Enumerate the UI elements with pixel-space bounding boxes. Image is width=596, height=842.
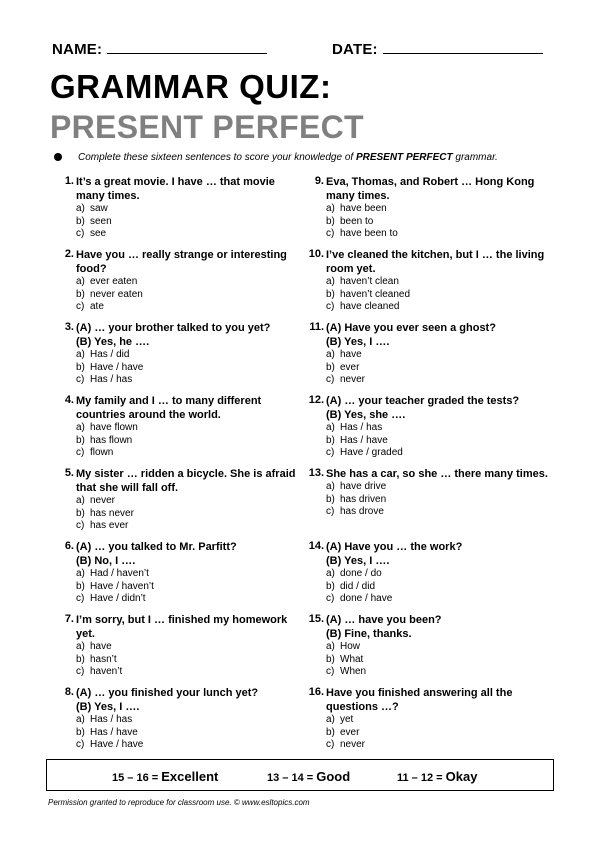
question-item [302,175,542,248]
option-letter: a) [326,422,335,433]
date-field-row [332,40,543,58]
option-letter: b) [76,361,85,373]
option-letter: a) [326,714,335,725]
option-letter: b) [326,434,335,446]
question-item [52,321,292,394]
answer-option[interactable] [76,581,298,594]
answer-option[interactable] [326,349,548,362]
option-text: have been to [340,228,398,239]
option-text: has never [90,507,134,519]
question-number: 5. [64,467,74,479]
answer-option[interactable] [76,289,298,302]
question-body [326,467,548,519]
page-subtitle: PRESENT PERFECT [50,109,364,145]
instructions-text: Complete these sixteen sentences to score your knowledge of [78,152,356,163]
answer-option[interactable] [326,506,548,519]
answer-option[interactable] [76,568,298,581]
option-text: never eaten [90,288,143,300]
option-letter: a) [76,203,85,214]
option-text: How [340,641,361,652]
question-number: 6. [64,540,74,552]
option-letter: a) [326,203,335,214]
answer-option[interactable] [76,666,298,679]
question-number: 15. [308,613,324,625]
option-letter: b) [326,288,335,300]
answer-option[interactable] [326,435,548,448]
question-item [302,394,542,467]
question-text: She has a car, so she … there many times. [326,468,548,480]
bullet-icon [54,153,62,161]
option-text: have flown [90,422,138,433]
question-text: It’s a great movie. I have … that movie many times. [76,176,275,202]
option-text: Has / have [340,434,388,446]
question-item [302,321,542,394]
answer-option[interactable] [76,216,298,229]
question-number: 2. [64,248,74,260]
option-text: When [340,666,367,677]
score-range: 11 – 12 = [397,772,443,784]
page-title: GRAMMAR QUIZ: [50,68,332,105]
option-letter: b) [326,580,335,592]
question-text: My family and I … to many different countries around the world. [76,395,262,421]
option-letter: a) [76,568,85,579]
question-number: 4. [64,394,74,406]
option-text: Have / have [90,361,144,373]
option-letter: b) [326,493,335,505]
option-letter: c) [326,228,335,239]
option-text: ate [90,301,104,312]
answer-option[interactable] [76,435,298,448]
question-text: (A) Have you ever seen a ghost? (B) Yes, I …. [326,322,496,348]
option-letter: c) [76,520,85,531]
question-number: 10. [308,248,324,260]
option-letter: b) [326,726,335,738]
question-item [302,686,542,759]
option-text: Has / did [90,349,130,360]
answer-option[interactable] [326,289,548,302]
question-body [76,175,298,241]
question-body [76,686,298,752]
question-text: My sister … ridden a bicycle. She is afraid that she will fall off. [76,468,296,494]
option-letter: b) [326,361,335,373]
option-text: Have / didn’t [90,593,146,604]
answer-option[interactable] [326,714,548,727]
question-number: 9. [314,175,324,187]
option-letter: a) [326,349,335,360]
option-text: done / do [340,568,382,579]
question-text: Have you … really strange or interesting food? [76,249,287,275]
score-good [267,769,350,784]
answer-option[interactable] [326,422,548,435]
option-text: saw [90,203,108,214]
question-body [326,613,548,679]
question-number: 8. [64,686,74,698]
option-letter: b) [326,653,335,665]
question-text: I’ve cleaned the kitchen, but I … the living room yet. [326,249,545,275]
score-label: Okay [445,769,478,784]
option-text: never [340,374,366,385]
answer-option[interactable] [326,654,548,667]
score-label: Excellent [161,769,219,784]
option-text: Have / have [90,739,144,750]
option-letter: a) [76,349,85,360]
answer-option[interactable] [76,422,298,435]
option-text: What [340,653,364,665]
question-body [326,686,548,752]
option-text: never [340,739,366,750]
option-text: have drive [340,481,387,492]
option-letter: c) [76,593,85,604]
option-text: has driven [340,493,387,505]
option-text: has drove [340,506,384,517]
answer-option[interactable] [326,739,548,752]
option-text: never [90,495,116,506]
option-letter: b) [76,215,85,227]
option-text: haven’t clean [340,276,399,287]
option-text: Has / has [90,714,133,725]
answer-option[interactable] [76,349,298,362]
name-field-row [52,40,267,58]
answer-option[interactable] [326,301,548,314]
answer-option[interactable] [76,593,298,606]
option-letter: c) [76,447,85,458]
option-letter: a) [76,714,85,725]
answer-option[interactable] [76,714,298,727]
option-letter: a) [326,276,335,287]
option-letter: c) [76,301,85,312]
question-text: (A) … you talked to Mr. Parfitt? (B) No, I …. [76,541,237,567]
question-number: 7. [64,613,74,625]
option-text: Have / haven’t [90,580,154,592]
option-text: have been [340,203,387,214]
question-body [326,321,548,387]
option-letter: a) [326,481,335,492]
question-body [326,175,548,241]
name-blank-line [107,40,267,54]
option-letter: b) [76,507,85,519]
option-text: Has / has [340,422,383,433]
option-letter: c) [326,739,335,750]
option-text: Has / have [90,726,138,738]
question-number: 3. [64,321,74,333]
question-item [52,394,292,467]
answer-option[interactable] [76,727,298,740]
answer-option[interactable] [326,727,548,740]
option-letter: c) [326,666,335,677]
question-body [326,394,548,460]
answer-option[interactable] [326,581,548,594]
option-letter: c) [326,506,335,517]
question-item [302,248,545,321]
question-text: (A) Have you … the work? (B) Yes, I …. [326,541,463,567]
answer-option[interactable] [76,641,298,654]
question-number: 16. [308,686,324,698]
question-item [302,540,542,613]
answer-option[interactable] [326,374,548,387]
question-item [52,540,292,613]
answer-option[interactable] [76,447,298,460]
option-letter: a) [76,641,85,652]
option-letter: a) [326,641,335,652]
option-text: Has / has [90,374,133,385]
question-item [52,686,292,759]
score-box [46,759,554,791]
option-letter: b) [76,434,85,446]
score-range: 15 – 16 = [112,772,159,784]
answer-option[interactable] [326,362,548,375]
score-range: 13 – 14 = [267,772,314,784]
option-letter: a) [76,422,85,433]
question-body [326,540,548,606]
question-body [76,613,298,679]
option-text: been to [340,215,374,227]
instructions-tail: grammar. [452,152,498,163]
answer-option[interactable] [326,568,548,581]
option-letter: a) [76,276,85,287]
option-text: has ever [90,520,129,531]
option-letter: c) [76,666,85,677]
answer-option[interactable] [76,276,298,289]
question-body [76,540,298,606]
answer-option[interactable] [76,228,298,241]
option-text: ever eaten [90,276,138,287]
answer-option[interactable] [76,362,298,375]
question-item [302,613,542,686]
answer-option[interactable] [76,508,298,521]
answer-option[interactable] [326,481,548,494]
question-body [76,321,298,387]
option-letter: b) [76,653,85,665]
answer-option[interactable] [326,593,548,606]
copyright-footer: Permission granted to reproduce for classroom use. © www.esltopics.com [48,798,310,807]
answer-option[interactable] [326,666,548,679]
question-item [302,467,548,540]
option-text: done / have [340,593,393,604]
option-text: ever [340,726,360,738]
question-body [326,248,548,314]
option-letter: b) [76,288,85,300]
option-letter: a) [326,568,335,579]
option-text: Had / haven’t [90,568,149,579]
answer-option[interactable] [76,654,298,667]
option-letter: b) [76,580,85,592]
option-letter: b) [76,726,85,738]
question-body [76,248,298,314]
option-letter: c) [76,739,85,750]
answer-option[interactable] [326,228,548,241]
option-letter: a) [76,495,85,506]
instructions [54,152,554,163]
question-item [52,248,292,321]
score-label: Good [316,769,351,784]
question-number: 13. [308,467,324,479]
option-letter: c) [326,447,335,458]
question-item [52,467,296,540]
date-blank-line [383,40,543,54]
answer-option[interactable] [326,276,548,289]
option-letter: c) [76,228,85,239]
questions-column-left [52,175,296,759]
answer-option[interactable] [326,216,548,229]
option-text: haven’t [90,666,123,677]
option-letter: b) [326,215,335,227]
option-letter: c) [326,593,335,604]
answer-option[interactable] [76,374,298,387]
answer-option[interactable] [326,494,548,507]
option-text: ever [340,361,360,373]
question-number: 11. [309,321,324,333]
answer-option[interactable] [76,495,298,508]
score-okay [397,769,477,784]
question-item [52,613,292,686]
question-number: 1. [64,175,74,187]
option-text: yet [340,714,354,725]
option-text: see [90,228,107,239]
option-text: have [90,641,112,652]
question-text: Have you finished answering all the questions …? [326,687,513,713]
option-text: seen [90,215,112,227]
question-text: I’m sorry, but I … finished my homework yet. [76,614,288,640]
date-label: DATE: [332,41,378,58]
question-body [76,467,298,533]
option-text: have [340,349,362,360]
answer-option[interactable] [76,203,298,216]
option-text: haven’t cleaned [340,288,411,300]
answer-option[interactable] [326,447,548,460]
option-text: Have / graded [340,447,403,458]
questions-column-right [302,175,548,759]
instructions-emphasis: PRESENT PERFECT [355,152,453,163]
option-text: have cleaned [340,301,400,312]
answer-option[interactable] [326,203,548,216]
question-body [76,394,298,460]
question-text: (A) … your brother talked to you yet? (B) Yes, he …. [76,322,271,348]
option-text: did / did [340,580,376,592]
answer-option[interactable] [76,739,298,752]
answer-option[interactable] [76,301,298,314]
answer-option[interactable] [326,641,548,654]
option-letter: c) [326,374,335,385]
question-text: (A) … have you been? (B) Fine, thanks. [326,614,442,640]
option-text: hasn’t [90,653,117,665]
option-letter: c) [76,374,85,385]
name-label: NAME: [52,41,103,58]
question-text: (A) … your teacher graded the tests? (B) Yes, she …. [326,395,520,421]
question-text: Eva, Thomas, and Robert … Hong Kong many times. [326,176,535,202]
score-excellent [112,769,218,784]
question-item [52,175,292,248]
option-text: has flown [90,434,133,446]
option-text: flown [90,447,114,458]
answer-option[interactable] [76,520,298,533]
option-letter: c) [326,301,335,312]
question-number: 12. [308,394,324,406]
question-number: 14. [308,540,324,552]
question-text: (A) … you finished your lunch yet? (B) Yes, I …. [76,687,259,713]
